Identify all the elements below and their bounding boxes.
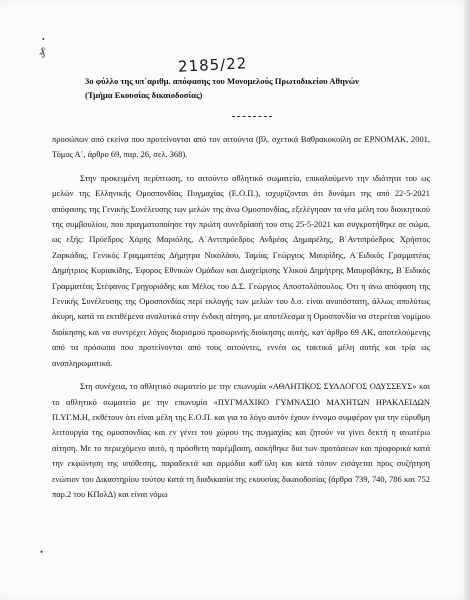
- heading-line-2: (Τμήμα Εκουσίας δικαιοδοσίας): [85, 90, 203, 100]
- page-heading: [85, 74, 415, 102]
- margin-mark-top: •: [42, 35, 45, 44]
- heading-line-1: 3ο φύλλο της υπ΄αριθμ. απόφασης του Μονομελούς Πρωτοδικείου Αθηνών: [85, 76, 359, 86]
- paragraph-1: προσώπων από εκείνα που προτείνονται από τον αιτούντα (βλ. σχετικά Βαθρακοκοίλη σε ΕΡΝΟΜΑΚ, 2001, Τόμος Α΄, άρθρο 69, παρ. 26, σελ. 368).: [52, 134, 430, 160]
- document-body: [52, 132, 430, 510]
- paragraph-3: Στη συνέχεια, το αθλητικό σωματείο με την επωνυμία «ΑΘΛΗΤΙΚΟΣ ΣΥΛΛΟΓΟΣ ΟΔΥΣΣΕΥΣ» και το αθλητικό σωματείο με την επωνυμία «ΠΥΓΜΑΧΙΚΟ ΓΥΜΝΑΣΙΟ ΜΑΧΗΤΩΝ ΗΡΑΚΛΕΙΔΩΝ Π.ΥΓ.Μ.Η, εκθέτουν ότι είναι μέλη της Ε.Ο.Π. και για το λόγο αυτόν έχουν έννομο συμφέρον για την εύρυθμη λειτουργία της ομοσπονδίας και εν γένει του χώρου της πυγμαχίας και ζητούν να γίνει δεκτή η ανωτέρω αίτηση. Με το περιεχόμενο αυτό, η πρόσθετη παρέμβαση, ασκήθηκε δια των προτάσεων και προφορικά κατά την εκφώνηση της υπόθεσης, παραδεκτά και αρμόδια καθ΄ύλη και κατά τόπον εισάγεται προς συζήτηση ενώπιον του Δικαστηρίου τούτου κατά τη διαδικασία της εκουσίας δικαιοδοσίας (άρθρα 739, 740, 786 και 752 παρ.2 του ΚΠολΔ) και είναι νόμω: [52, 381, 430, 499]
- handwritten-decision-number: 2185/22: [177, 54, 248, 76]
- page-edge: [464, 0, 470, 600]
- paragraph-2: Στην προκειμένη περίπτωση, το αιτούντο αθλητικό σωματείο, επικαλούμενο την ιδιότητα του ως μελών της Ελληνικής Ομοσπονδίας Πυγμαχίας (Ε.Ο.Π.), ισχυρίζονται ότι δυνάμει της από 22-5-2021 απόφασης της Γενικής Συνέλευσης των μελών της άνω Ομοσπονδίας, εξελέγησαν τα νέα μέλη του διοικητικού της συμβουλίου, που πραγματοποίησε την πρώτη συνεδρίασή του στις 25-5-2021 και συγκροτήθηκε σε σώμα, ως εξής: Πρόεδρος Χάρης Μαριόλης, Α΄Αντιπρόεδρος Ανδρέας Δημαρέλης, Β΄Αντιπρόεδρος Χρήστος Ζαρκάδας, Γενικός Γραμματέας Δήμητρα Νικολάου, Ταμίας Γεώργιος Μαυρίδης, Α΄Ειδικός Γραμματέας Δημήτριος Κυριακίδης, Έφορος Εθνικών Ομάδων και Διαχείρισης Υλικού Δημήτρης Μαυροβάκης, Β΄Ειδικός Γραμματέας Στέφανος Γρηγοριάδης και Μέλος του Δ.Σ. Γεώργιος Αποστολόπουλος. Ότι η άνω απόφαση της Γενικής Συνέλευσης της Ομοσπονδίας περί εκλογής των μελών του δ.σ. είναι ανυπόστατη, άλλως απολύτως άκυρη, κατά τα εκτιθέμενα αναλυτικά στην ένδικη αίτηση, με αποτέλεσμα η Ομοσπονδία να στερείται νομίμου διοίκησης και να συντρέχει λόγος διορισμού προσωρινής διοίκησης αυτής, κατ΄άρθρο 69 ΑΚ, αποτελούμενης από τα πρόσωπα που προτείνονται από τους αιτούντες, εννέα ως τακτικά μέλη αυτής και τρία ως αναπληρωματικά.: [52, 172, 430, 368]
- heading-separator: [232, 116, 272, 117]
- margin-mark-glyph: ₰: [39, 44, 45, 58]
- margin-mark-bottom: •: [40, 547, 44, 557]
